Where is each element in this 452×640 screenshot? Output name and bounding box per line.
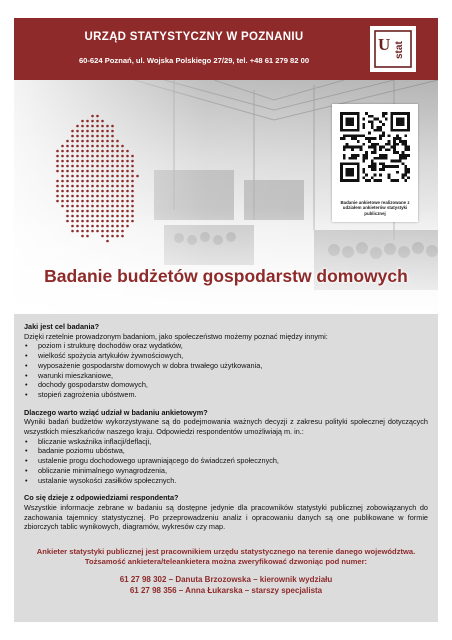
question-heading: Jaki jest cel badania?	[24, 322, 100, 331]
list-item: • dochody gospodarstw domowych,	[24, 380, 428, 390]
ustat-logo-graphic	[372, 28, 414, 70]
list-item: • obliczanie minimalnego wynagrodzenia,	[24, 466, 428, 476]
list-item: • wielkość spożycia artykułów żywnościowych,	[24, 351, 428, 361]
header-banner	[14, 18, 438, 80]
ustat-logo	[370, 26, 416, 72]
poster	[14, 18, 438, 622]
question-heading: Dlaczego warto wziąć udział w badaniu ankietowym?	[24, 407, 208, 417]
phone-contact-1[interactable]: 61 27 98 302 – Danuta Brzozowska – kierownik wydziału	[119, 575, 333, 584]
info-panel	[14, 314, 438, 537]
phone-contact-2[interactable]: 61 27 98 356 – Anna Łukarska – starszy specjalista	[129, 586, 323, 595]
list-item: • ustalanie wysokości zasiłków społecznych.	[24, 476, 428, 486]
list-item: • badanie poziomu ubóstwa,	[24, 446, 428, 456]
list-item: • ustalenie progu dochodowego uprawniającego do świadczeń społecznych,	[24, 456, 428, 466]
list-item: • bliczanie wskaźnika inflacji/deflacji,	[24, 437, 428, 447]
phone-list	[14, 574, 438, 596]
office-name: URZĄD STATYSTYCZNY W POZNANIU	[84, 31, 304, 43]
list-item: • warunki mieszkaniowe,	[24, 371, 428, 381]
section-intro: Wszystkie informacje zebrane w badaniu są dostępne jedynie dla pracowników statystyki publicznej zobowiązanych do zachowania tajemnicy statystycznej. Po przeprowadzeniu analiz i opracowaniu danych są one publikowane w formie zbiorczych tablic wynikowych, diagramów, wykresów czy map.	[24, 502, 428, 532]
main-title: Badanie budżetów gospodarstw domowych	[44, 266, 408, 286]
section-purpose	[24, 322, 428, 400]
why-list	[24, 437, 428, 486]
question-heading: Co się dzieje z odpowiedziami respondenta?	[24, 493, 179, 503]
qr-code-card	[332, 104, 418, 222]
list-item: • wyposażenie gospodarstw domowych w dobra trwałego użytkowania,	[24, 361, 428, 371]
qr-caption: Badanie ankietowe realizowane z udziałem ankieterów statystyki publicznej	[340, 200, 410, 216]
purpose-list	[24, 341, 428, 399]
svg-text:stat: stat	[394, 41, 405, 59]
market-background-photo	[14, 80, 438, 314]
section-why	[24, 408, 428, 486]
office-address: 60-624 Poznań, ul. Wojska Polskiego 27/29, tel. +48 61 279 82 00	[78, 56, 310, 65]
list-item: • stopień zagrożenia ubóstwem.	[24, 390, 428, 400]
section-answers	[24, 493, 428, 532]
section-intro: Dzięki rzetelnie prowadzonym badaniom, jako społeczeństwo możemy poznać między innymi:	[24, 331, 328, 341]
section-intro: Wyniki badań budżetów wykorzystywane są do podejmowania ważnych decyzji z zakresu polityki społecznej dotyczących wszystkich mieszkańców naszego kraju. Odpowiedzi respondentów umożliwiają m. in.:	[24, 417, 428, 437]
list-item: • poziom i strukturę dochodów oraz wydatków,	[24, 341, 428, 351]
contact-panel	[14, 537, 438, 622]
svg-text:U: U	[378, 35, 391, 54]
qr-code[interactable]	[340, 112, 410, 182]
verification-note: Ankieter statystyki publicznej jest pracownikiem urzędu statystycznego na terenie danego województwa. Tożsamość ankietera/teleankietera można zweryfikować dzwoniąc pod numer:	[36, 547, 416, 566]
